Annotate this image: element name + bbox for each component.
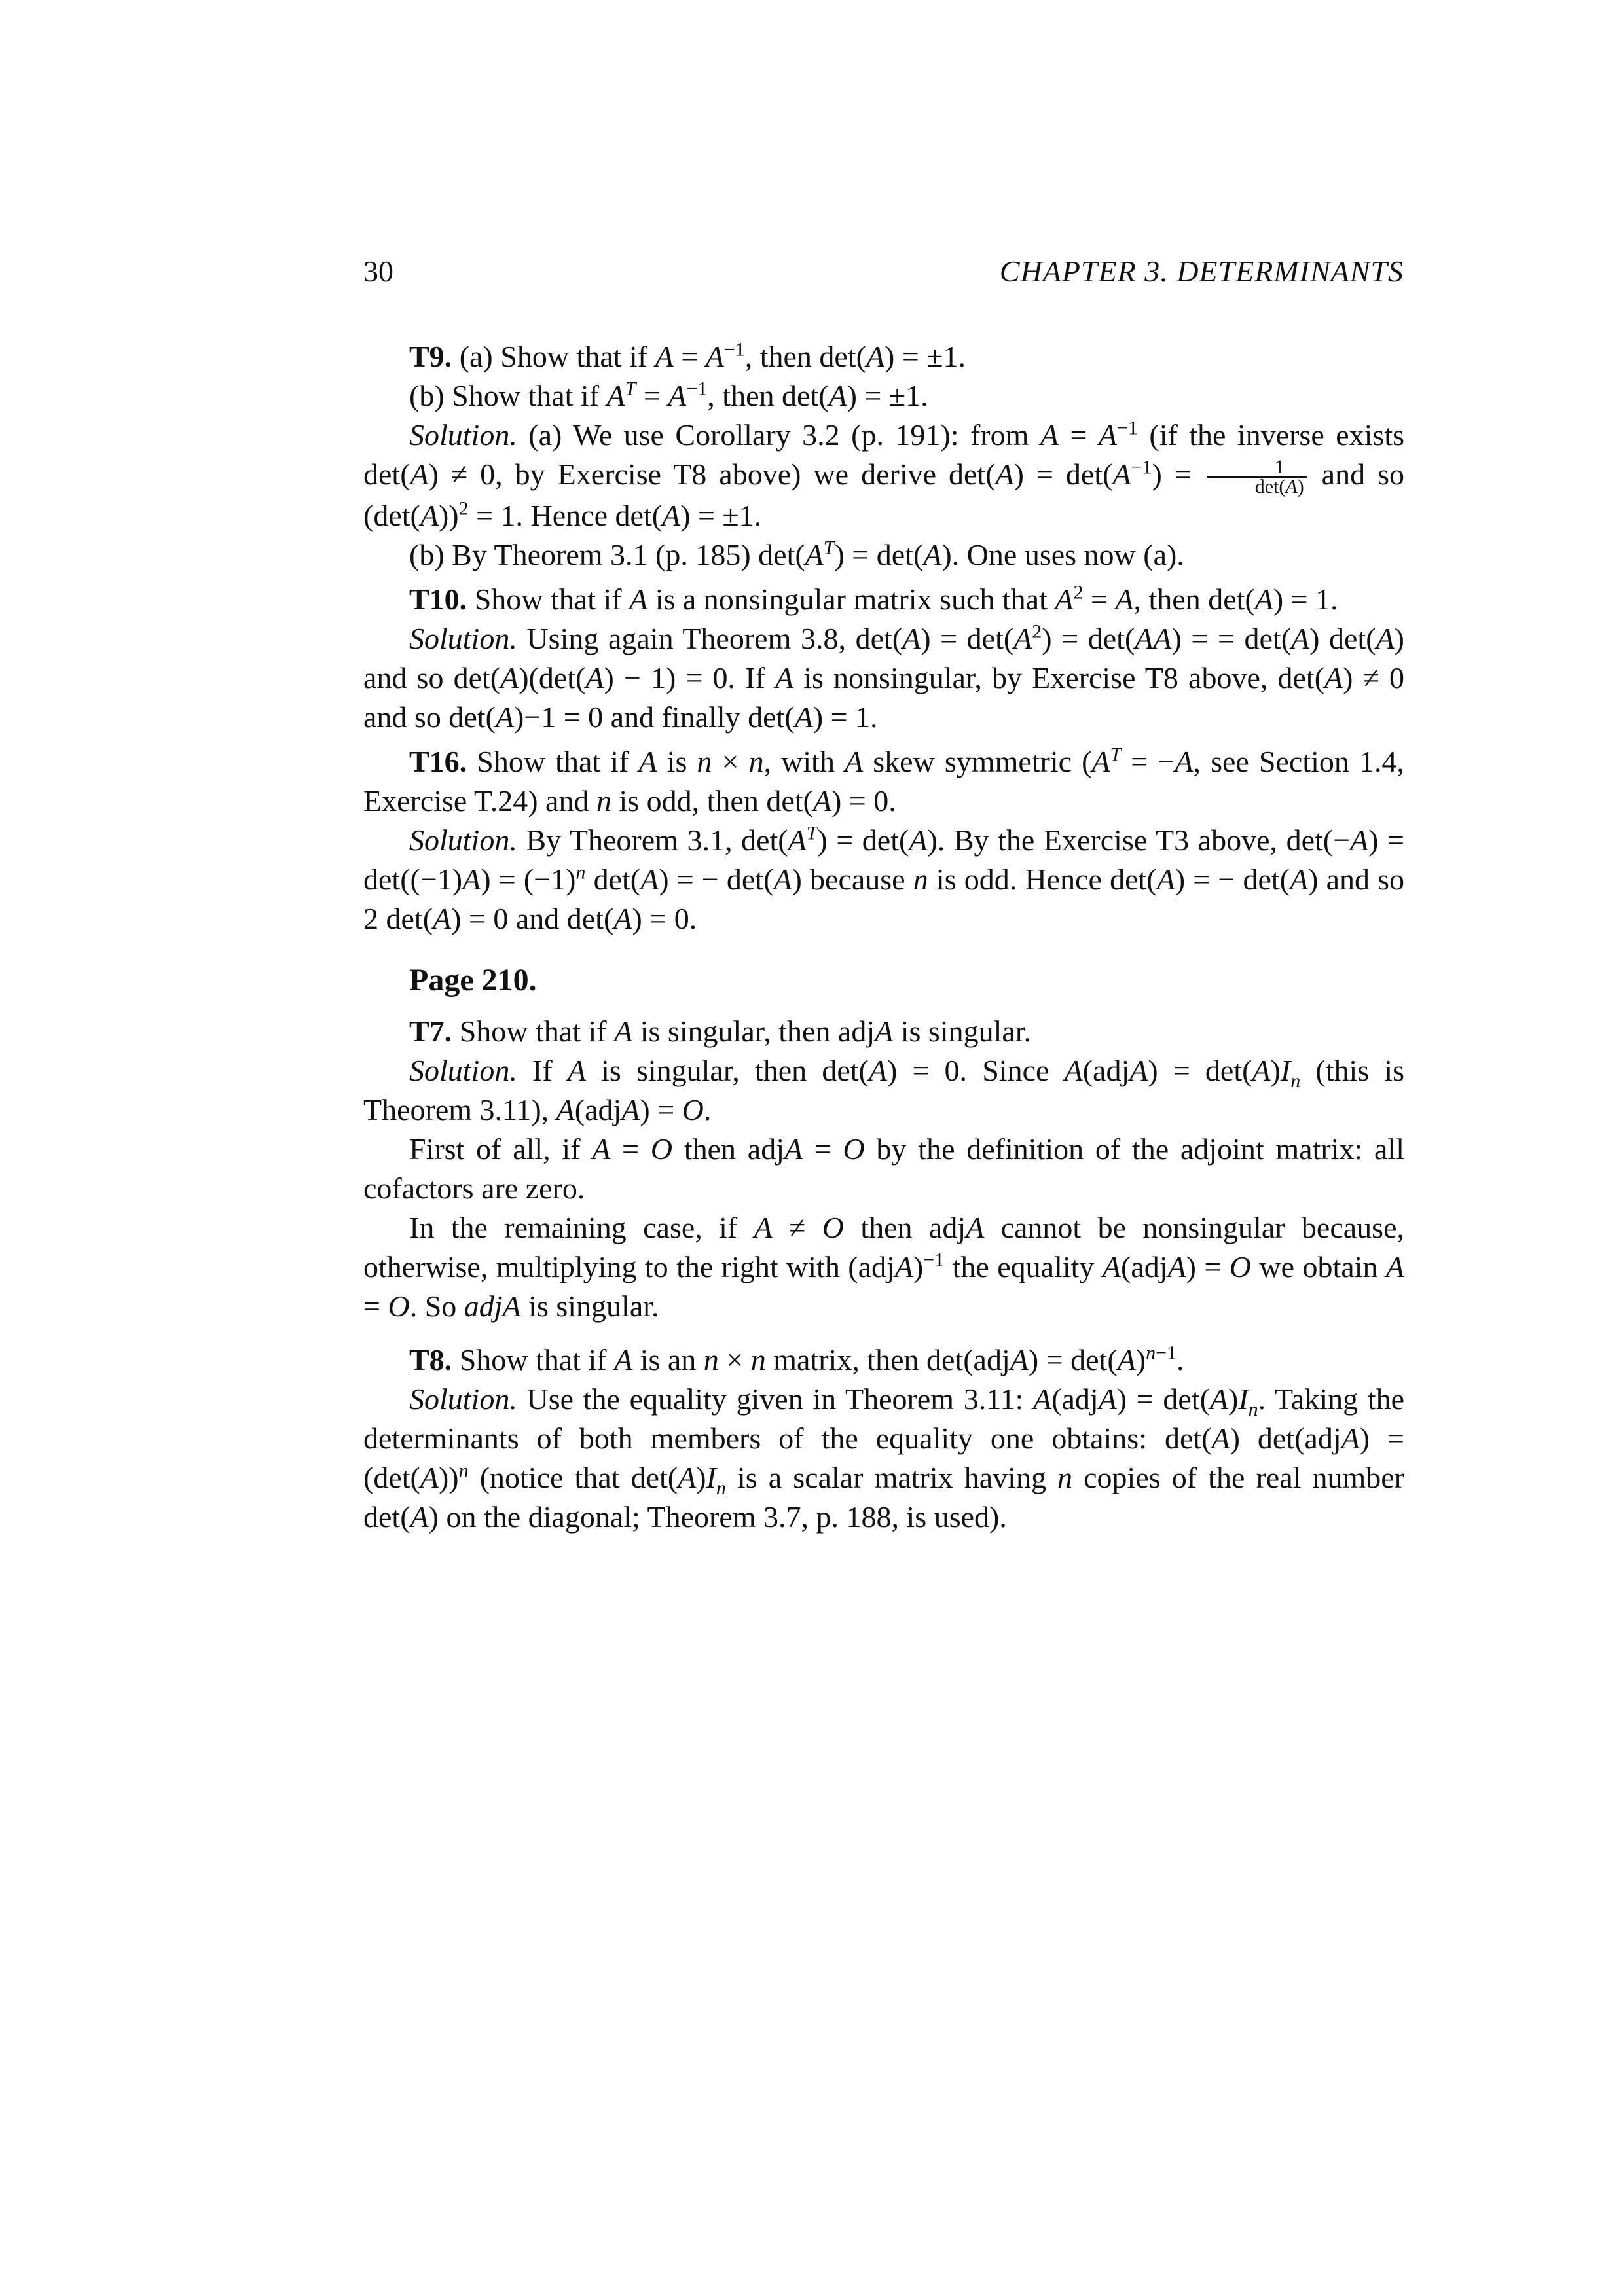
solution-label: Solution. — [409, 1382, 517, 1416]
t8-solution: Solution. Use the equality given in Theorem 3.11: A(adjA) = $\det(A)I_n$. Taking the determinants of both members of the equality one obtains: det(A) det(adjA) = $(\det(A))^n$ (notice that $\det(A)I_n$ is a scalar matrix having n copies of the real number det(A) on the diagonal; Theorem 3.7, p. 188, is used). — [363, 1382, 1405, 1534]
t7-solution-p3: In the remaining case, if A ≠ O then adjA cannot be nonsingular because, otherwise, multiplying to the right with (adjA)$^{-1}$ the equality A(adjA) = O we obtain A = O. So adjA is singular. — [363, 1211, 1404, 1323]
solution-label: Solution. — [409, 823, 517, 857]
t8-label: T8. — [409, 1343, 452, 1377]
page-body — [363, 337, 1404, 1537]
t7-statement: T7. Show that if A is singular, then adjA is singular. — [409, 1014, 1032, 1049]
solution-label: Solution. — [409, 418, 517, 452]
t10-statement: T10. Show that if A is a nonsingular matrix such that $A^2 = A$, then det(A) = 1. — [409, 582, 1338, 617]
fraction: $\frac{1}{\det(A)}$ — [1207, 458, 1307, 496]
t9-statement-a: T9. (a) Show that if $A = A^{-1}$, then det(A) = ±1. — [409, 338, 966, 373]
page-number: 30 — [363, 255, 393, 288]
t9-solution: Solution. (a) We use Corollary 3.2 (p. 191): from $A = A^{-1}$ (if the inverse exists det(A) ≠ 0, by Exercise T8 above) we derive $\det(A) = \det(A^{-1})$ = $\frac{1}{\det(A)}$ and so $(\det(A))^2 = 1$. Hence det(A) = ±1. — [363, 417, 1405, 533]
t9-solution-b: (b) By Theorem 3.1 (p. 185) $\det(A^T) = \det(A)$. One uses now (a). — [409, 537, 1184, 572]
t7-solution: Solution. If A is singular, then det(A) = 0. Since A(adjA) = $\det(A)I_n$ (this is Theorem 3.11), A(adjA) = O. — [363, 1054, 1404, 1127]
t16-label: T16. — [409, 745, 467, 779]
solution-label: Solution. — [409, 1054, 517, 1088]
section-heading: Page 210. — [409, 963, 537, 998]
t16-solution: Solution. By Theorem 3.1, $\det(A^T) = \det(A)$. By the Exercise T3 above, $\det(-A) = \det((-1)A) = (-1)^n$ det(A) = − det(A) because n is odd. Hence det(A) = − det(A) and so 2 det(A) = 0 and det(A) = 0. — [363, 823, 1405, 936]
chapter-title: CHAPTER 3. DETERMINANTS — [999, 255, 1404, 288]
t10-label: T10. — [409, 583, 467, 617]
solution-label: Solution. — [409, 622, 517, 656]
t7-solution-p2: First of all, if A = O then adjA = O by the definition of the adjoint matrix: all cofactors are zero. — [363, 1132, 1404, 1206]
t9-statement-b: (b) Show that if $A^T = A^{-1}$, then det(A) = ±1. — [409, 378, 928, 412]
t9-label: T9. — [409, 340, 452, 373]
t7-label: T7. — [409, 1014, 452, 1049]
t10-solution: Solution. Using again Theorem 3.8, $\det(A) = \det(A^2) = \det(AA)$ = = det(A) det(A) and so det(A)(det(A) − 1) = 0. If A is nonsingular, by Exercise T8 above, det(A) ≠ 0 and so det(A)−1 = 0 and finally det(A) = 1. — [363, 621, 1404, 734]
t8-statement: T8. Show that if A is an n × n matrix, then det(adjA) = $\det(A)^{n-1}$. — [409, 1342, 1184, 1377]
t16-statement: T16. Show that if A is n × n, with A skew symmetric ($A^T = -A$, see Section 1.4, Exercise T.24) and n is odd, then det(A) = 0. — [363, 744, 1404, 818]
